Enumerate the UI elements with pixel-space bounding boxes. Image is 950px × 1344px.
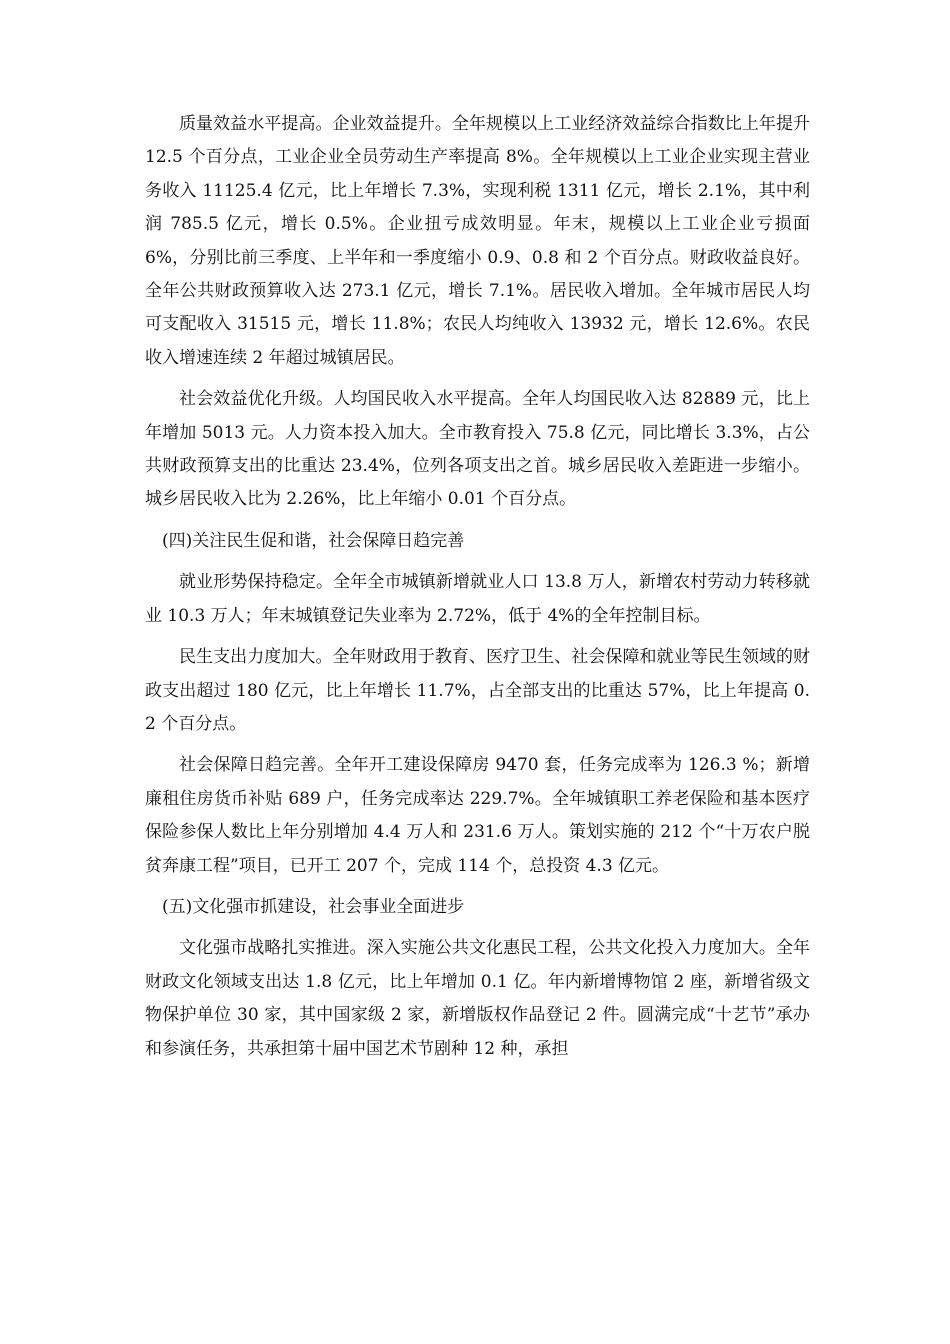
paragraph-gap (145, 375, 810, 383)
paragraph-gap (145, 633, 810, 641)
paragraph-gap (145, 517, 810, 525)
paragraph-employment: 就业形势保持稳定。全年全市城镇新增就业人口 13.8 万人，新增农村劳动力转移就业 10.3 万人；年末城镇登记失业率为 2.72%，低于 4%的全年控制目标。 (145, 572, 810, 626)
paragraph-gap (145, 924, 810, 932)
paragraph-gap (145, 558, 810, 566)
section-heading-4: (四)关注民生促和谐，社会保障日趋完善 (162, 530, 465, 551)
section-heading-5: (五)文化强市抓建设，社会事业全面进步 (162, 896, 465, 917)
paragraph-gap (145, 741, 810, 749)
document-body (145, 108, 810, 1066)
paragraph-culture-strategy: 文化强市战略扎实推进。深入实施公共文化惠民工程，公共文化投入力度加大。全年财政文化领域支出达 1.8 亿元，比上年增加 0.1 亿。年内新增博物馆 2 座，新增省级文物保护单位 30 家，其中国家级 2 家，新增版权作品登记 2 件。圆满完成“十艺节”承办和参演任务，共承担第十届中国艺术节剧种 12 种，承担 (145, 938, 810, 1059)
paragraph-quality-efficiency: 质量效益水平提高。企业效益提升。全年规模以上工业经济效益综合指数比上年提升 12.5 个百分点，工业企业全员劳动生产率提高 8%。全年规模以上工业企业实现主营业务收入 11125.4 亿元，比上年增长 7.3%，实现利税 1311 亿元，增长 2.1%，其中利润 785.5 亿元，增长 0.5%。企业扭亏成效明显。年末，规模以上工业企业亏损面 6%，分别比前三季度、上半年和一季度缩小 0.9、0.8 和 2 个百分点。财政收益良好。全年公共财政预算收入达 273.1 亿元，增长 7.1%。居民收入增加。全年城市居民人均可支配收入 31515 元，增长 11.8%；农民人均纯收入 13932 元，增长 12.6%。农民收入增速连续 2 年超过城镇居民。 (145, 114, 810, 368)
paragraph-livelihood-spending: 民生支出力度加大。全年财政用于教育、医疗卫生、社会保障和就业等民生领域的财政支出超过 180 亿元，比上年增长 11.7%，占全部支出的比重达 57%，比上年提高 0.2 个百分点。 (145, 647, 810, 734)
paragraph-social-security: 社会保障日趋完善。全年开工建设保障房 9470 套，任务完成率为 126.3 %；新增廉租住房货币补贴 689 户，任务完成率达 229.7%。全年城镇职工养老保险和基本医疗保险参保人数比上年分别增加 4.4 万人和 231.6 万人。策划实施的 212 个“十万农户脱贫奔康工程”项目，已开工 207 个，完成 114 个，总投资 4.3 亿元。 (145, 755, 810, 876)
paragraph-gap (145, 883, 810, 891)
paragraph-social-efficiency: 社会效益优化升级。人均国民收入水平提高。全年人均国民收入达 82889 元，比上年增加 5013 元。人力资本投入加大。全市教育投入 75.8 亿元，同比增长 3.3%，占公共财政预算支出的比重达 23.4%，位列各项支出之首。城乡居民收入差距进一步缩小。城乡居民收入比为 2.26%，比上年缩小 0.01 个百分点。 (145, 389, 810, 510)
